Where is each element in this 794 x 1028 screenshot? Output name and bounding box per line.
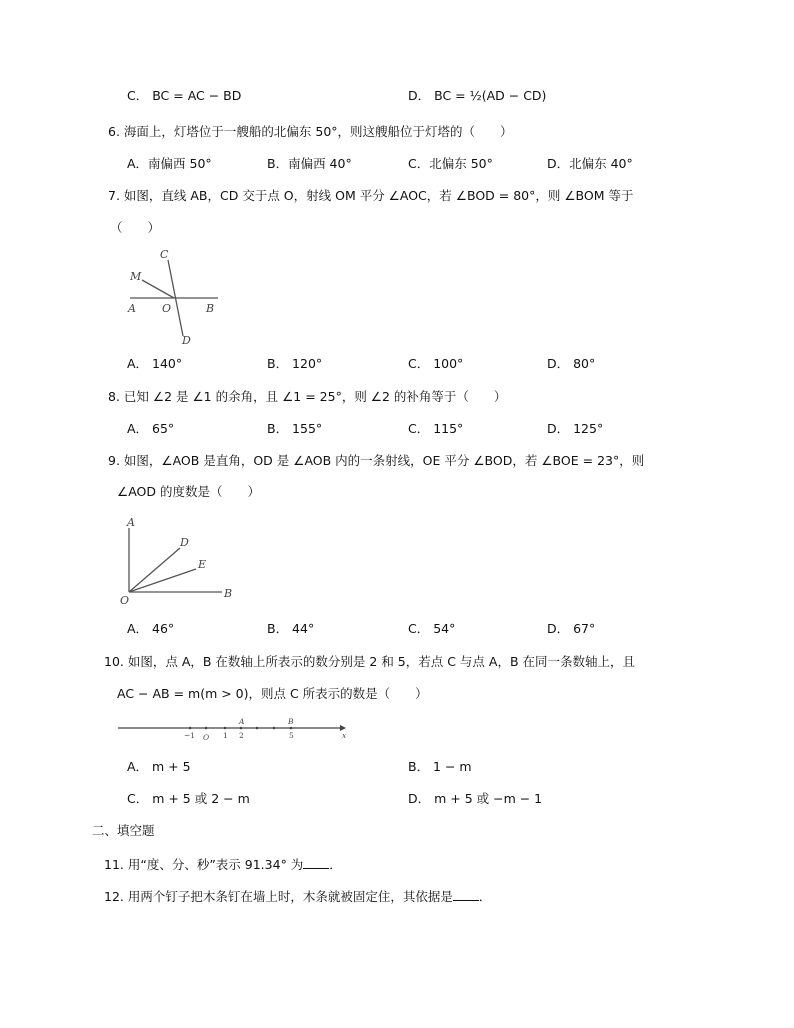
- axis-x-label: x: [342, 731, 347, 740]
- q7-option-d: D． 80°: [547, 356, 596, 371]
- figure-q10-number-line: [116, 716, 352, 744]
- question-12: 12. 用两个钉子把木条钉在墙上时，木条就被固定住，其依据是 ．: [104, 889, 492, 904]
- q9-option-c: C． 54°: [408, 621, 456, 636]
- answer-blank-11: [303, 856, 329, 869]
- fig9-label-a: A: [127, 516, 135, 529]
- q9-option-b: B． 44°: [267, 621, 315, 636]
- q8-option-b: B． 155°: [267, 421, 323, 436]
- tick-2: 2: [239, 731, 244, 740]
- tick-5: 5: [289, 731, 294, 740]
- fig7-label-a: A: [128, 302, 136, 315]
- q6-option-d: D．北偏东 40°: [547, 156, 633, 171]
- question-11: 11. 用“度、分、秒”表示 91.34° 为 ．: [104, 857, 342, 872]
- fig7-label-o: O: [162, 302, 172, 315]
- q6-option-a: A．南偏西 50°: [127, 156, 212, 171]
- q9-option-d: D． 67°: [547, 621, 596, 636]
- question-6: 6. 海面上，灯塔位于一艘船的北偏东 50°，则这艘船位于灯塔的（ ）: [108, 124, 513, 139]
- fig9-label-e: E: [198, 558, 207, 571]
- q8-option-a: A． 65°: [127, 421, 175, 436]
- tick-1: 1: [223, 731, 228, 740]
- q8-option-c: C． 115°: [408, 421, 464, 436]
- question-9-cont: ∠AOD 的度数是（ ）: [117, 484, 260, 499]
- option-d-q5: D． BC = ½(AD − CD): [408, 88, 547, 103]
- question-7-paren: （ ）: [110, 220, 161, 235]
- tick-origin: O: [203, 733, 210, 742]
- q10-option-c: C． m + 5 或 2 − m: [127, 791, 250, 806]
- figure-q7-intersecting-lines: [120, 244, 230, 348]
- question-12-text: 12. 用两个钉子把木条钉在墙上时，木条就被固定住，其依据是: [104, 889, 453, 904]
- q10-option-b: B． 1 − m: [408, 759, 472, 774]
- q10-option-d: D． m + 5 或 −m − 1: [408, 791, 543, 806]
- point-a-label: A: [239, 717, 245, 726]
- q7-option-b: B． 120°: [267, 356, 323, 371]
- tick-neg1: −1: [184, 731, 196, 740]
- fig7-label-m: M: [130, 270, 142, 283]
- point-b-label: B: [288, 717, 294, 726]
- fig9-label-o: O: [120, 594, 130, 607]
- q6-option-c: C．北偏东 50°: [408, 156, 493, 171]
- question-10: 10. 如图，点 A，B 在数轴上所表示的数分别是 2 和 5，若点 C 与点 A，B 在同一条数轴上，且: [104, 654, 636, 669]
- q6-option-b: B．南偏西 40°: [267, 156, 352, 171]
- question-9: 9. 如图，∠AOB 是直角，OD 是 ∠AOB 内的一条射线，OE 平分 ∠BOD，若 ∠BOE = 23°，则: [108, 453, 645, 468]
- q10-option-a: A． m + 5: [127, 759, 191, 774]
- q9-option-a: A． 46°: [127, 621, 175, 636]
- option-c-q5: C． BC = AC − BD: [127, 88, 242, 103]
- q7-option-a: A． 140°: [127, 356, 183, 371]
- q7-option-c: C． 100°: [408, 356, 464, 371]
- question-8: 8. 已知 ∠2 是 ∠1 的余角，且 ∠1 = 25°，则 ∠2 的补角等于（ ）: [108, 389, 507, 404]
- q8-option-d: D． 125°: [547, 421, 604, 436]
- section-heading-fill-in: 二、填空题: [92, 823, 155, 838]
- fig9-label-b: B: [224, 587, 233, 600]
- fig7-label-b: B: [206, 302, 215, 315]
- figure-q9-angles: [118, 514, 238, 606]
- question-7: 7. 如图，直线 AB，CD 交于点 O，射线 OM 平分 ∠AOC，若 ∠BOD = 80°，则 ∠BOM 等于: [108, 188, 634, 203]
- answer-blank-12: [453, 888, 479, 901]
- fig7-label-d: D: [182, 334, 191, 347]
- question-10-cont: AC − AB = m(m > 0)，则点 C 所表示的数是（ ）: [117, 686, 428, 701]
- fig7-label-c: C: [160, 248, 169, 261]
- question-11-text: 11. 用“度、分、秒”表示 91.34° 为: [104, 857, 304, 872]
- fig9-label-d: D: [180, 536, 189, 549]
